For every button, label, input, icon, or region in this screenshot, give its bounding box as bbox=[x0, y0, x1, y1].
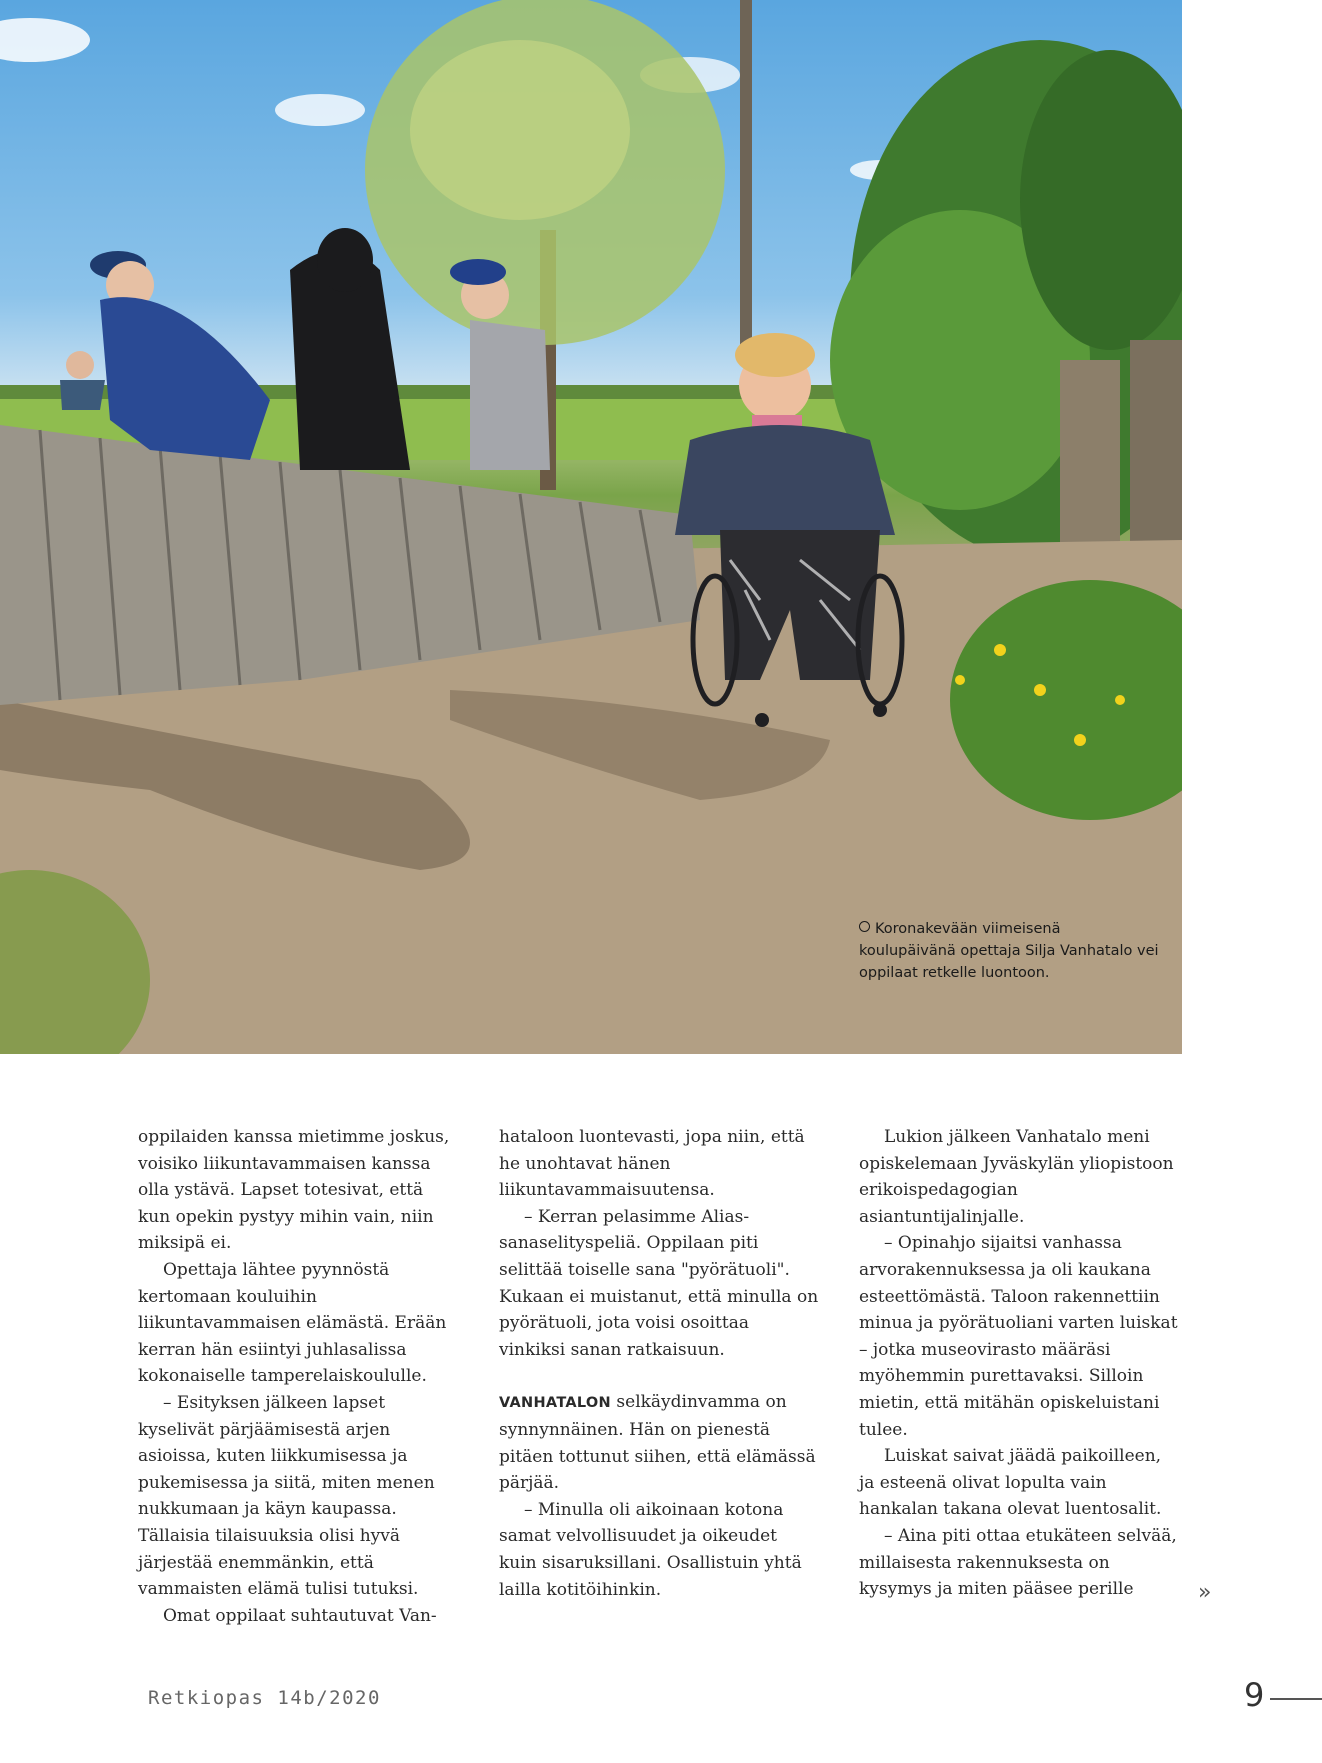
continue-arrow-icon: » bbox=[1198, 1580, 1212, 1605]
article-column-3 bbox=[859, 1124, 1179, 1603]
page-number-rule bbox=[1270, 1698, 1322, 1700]
lead-rest: selkäydinvamma on synnynnäinen. Hän on pienestä pitäen tottunut siihen, että elämässä pärjää. bbox=[499, 1392, 816, 1494]
lead-word: VANHATALON bbox=[499, 1395, 611, 1412]
paragraph: Lukion jälkeen Vanhatalo meni opiskelemaan Jyväskylän yliopistoon erikoispedagogian asiantuntijalinjalle. bbox=[859, 1127, 1174, 1227]
caption-text: Koronakevään viimeisenä koulupäivänä opettaja Silja Vanhatalo vei oppilaat retkelle luontoon. bbox=[859, 921, 1159, 981]
paragraph: – Opinahjo sijaitsi vanhassa arvorakennuksessa ja oli kaukana esteettömästä. Taloon rakennettiin minua ja pyörätuoliani varten luiskat – jotka museovirasto määräsi myöhemmin purettavaksi. Silloin mietin, että mitähän opiskeluistani tulee. bbox=[859, 1233, 1178, 1440]
paragraph: – Aina piti ottaa etukäteen selvää, millaisesta rakennuksesta on kysymys ja miten pääsee perille bbox=[859, 1525, 1177, 1600]
article-column-1 bbox=[138, 1124, 458, 1629]
paragraph: – Esityksen jälkeen lapset kyselivät pärjäämisestä arjen asioissa, kuten liikkumisessa ja pukemisessa ja siitä, miten menen nukkumaan ja käyn kaupassa. Tällaisia tilaisuuksia olisi hyvä järjestää enemmänkin, että vammaisten elämä tulisi tutuksi. bbox=[138, 1392, 435, 1600]
paragraph: oppilaiden kanssa mietimme joskus, voisiko liikuntavammaisen kanssa olla ystävä. Lapset totesivat, että kun opekin pystyy mihin vain, niin miksipä ei. bbox=[138, 1127, 450, 1254]
page-number: 9 bbox=[1244, 1676, 1265, 1714]
paragraph: – Kerran pelasimme Alias-sanaselityspeliä. Oppilaan piti selittää toiselle sana "pyörätuoli". Kukaan ei muistanut, että minulla on pyörätuoli, jota voisi osoittaa vinkiksi sanan ratkaisuun. bbox=[499, 1206, 819, 1360]
paragraph: – Minulla oli aikoinaan kotona samat velvollisuudet ja oikeudet kuin sisaruksillani. Osallistuin yhtä lailla kotitöihinkin. bbox=[499, 1499, 802, 1600]
paragraph: Omat oppilaat suhtautuvat Van- bbox=[163, 1605, 437, 1626]
caption-bullet-icon bbox=[859, 921, 870, 932]
paragraph: hataloon luontevasti, jopa niin, että he unohtavat hänen liikuntavammaisuutensa. bbox=[499, 1127, 805, 1201]
article-column-2 bbox=[499, 1124, 819, 1603]
publication-footer: Retkiopas 14b/2020 bbox=[148, 1687, 381, 1709]
photo-caption bbox=[859, 918, 1159, 984]
section-lead-paragraph bbox=[499, 1389, 819, 1496]
paragraph: Luiskat saivat jäädä paikoilleen, ja esteenä olivat lopulta vain hankalan takana olevat luentosalit. bbox=[859, 1446, 1162, 1520]
paragraph: Opettaja lähtee pyynnöstä kertomaan kouluihin liikuntavammaisen elämästä. Erään kerran hän esiintyi juhlasalissa kokonaiselle tamperelaiskoululle. bbox=[138, 1259, 447, 1387]
